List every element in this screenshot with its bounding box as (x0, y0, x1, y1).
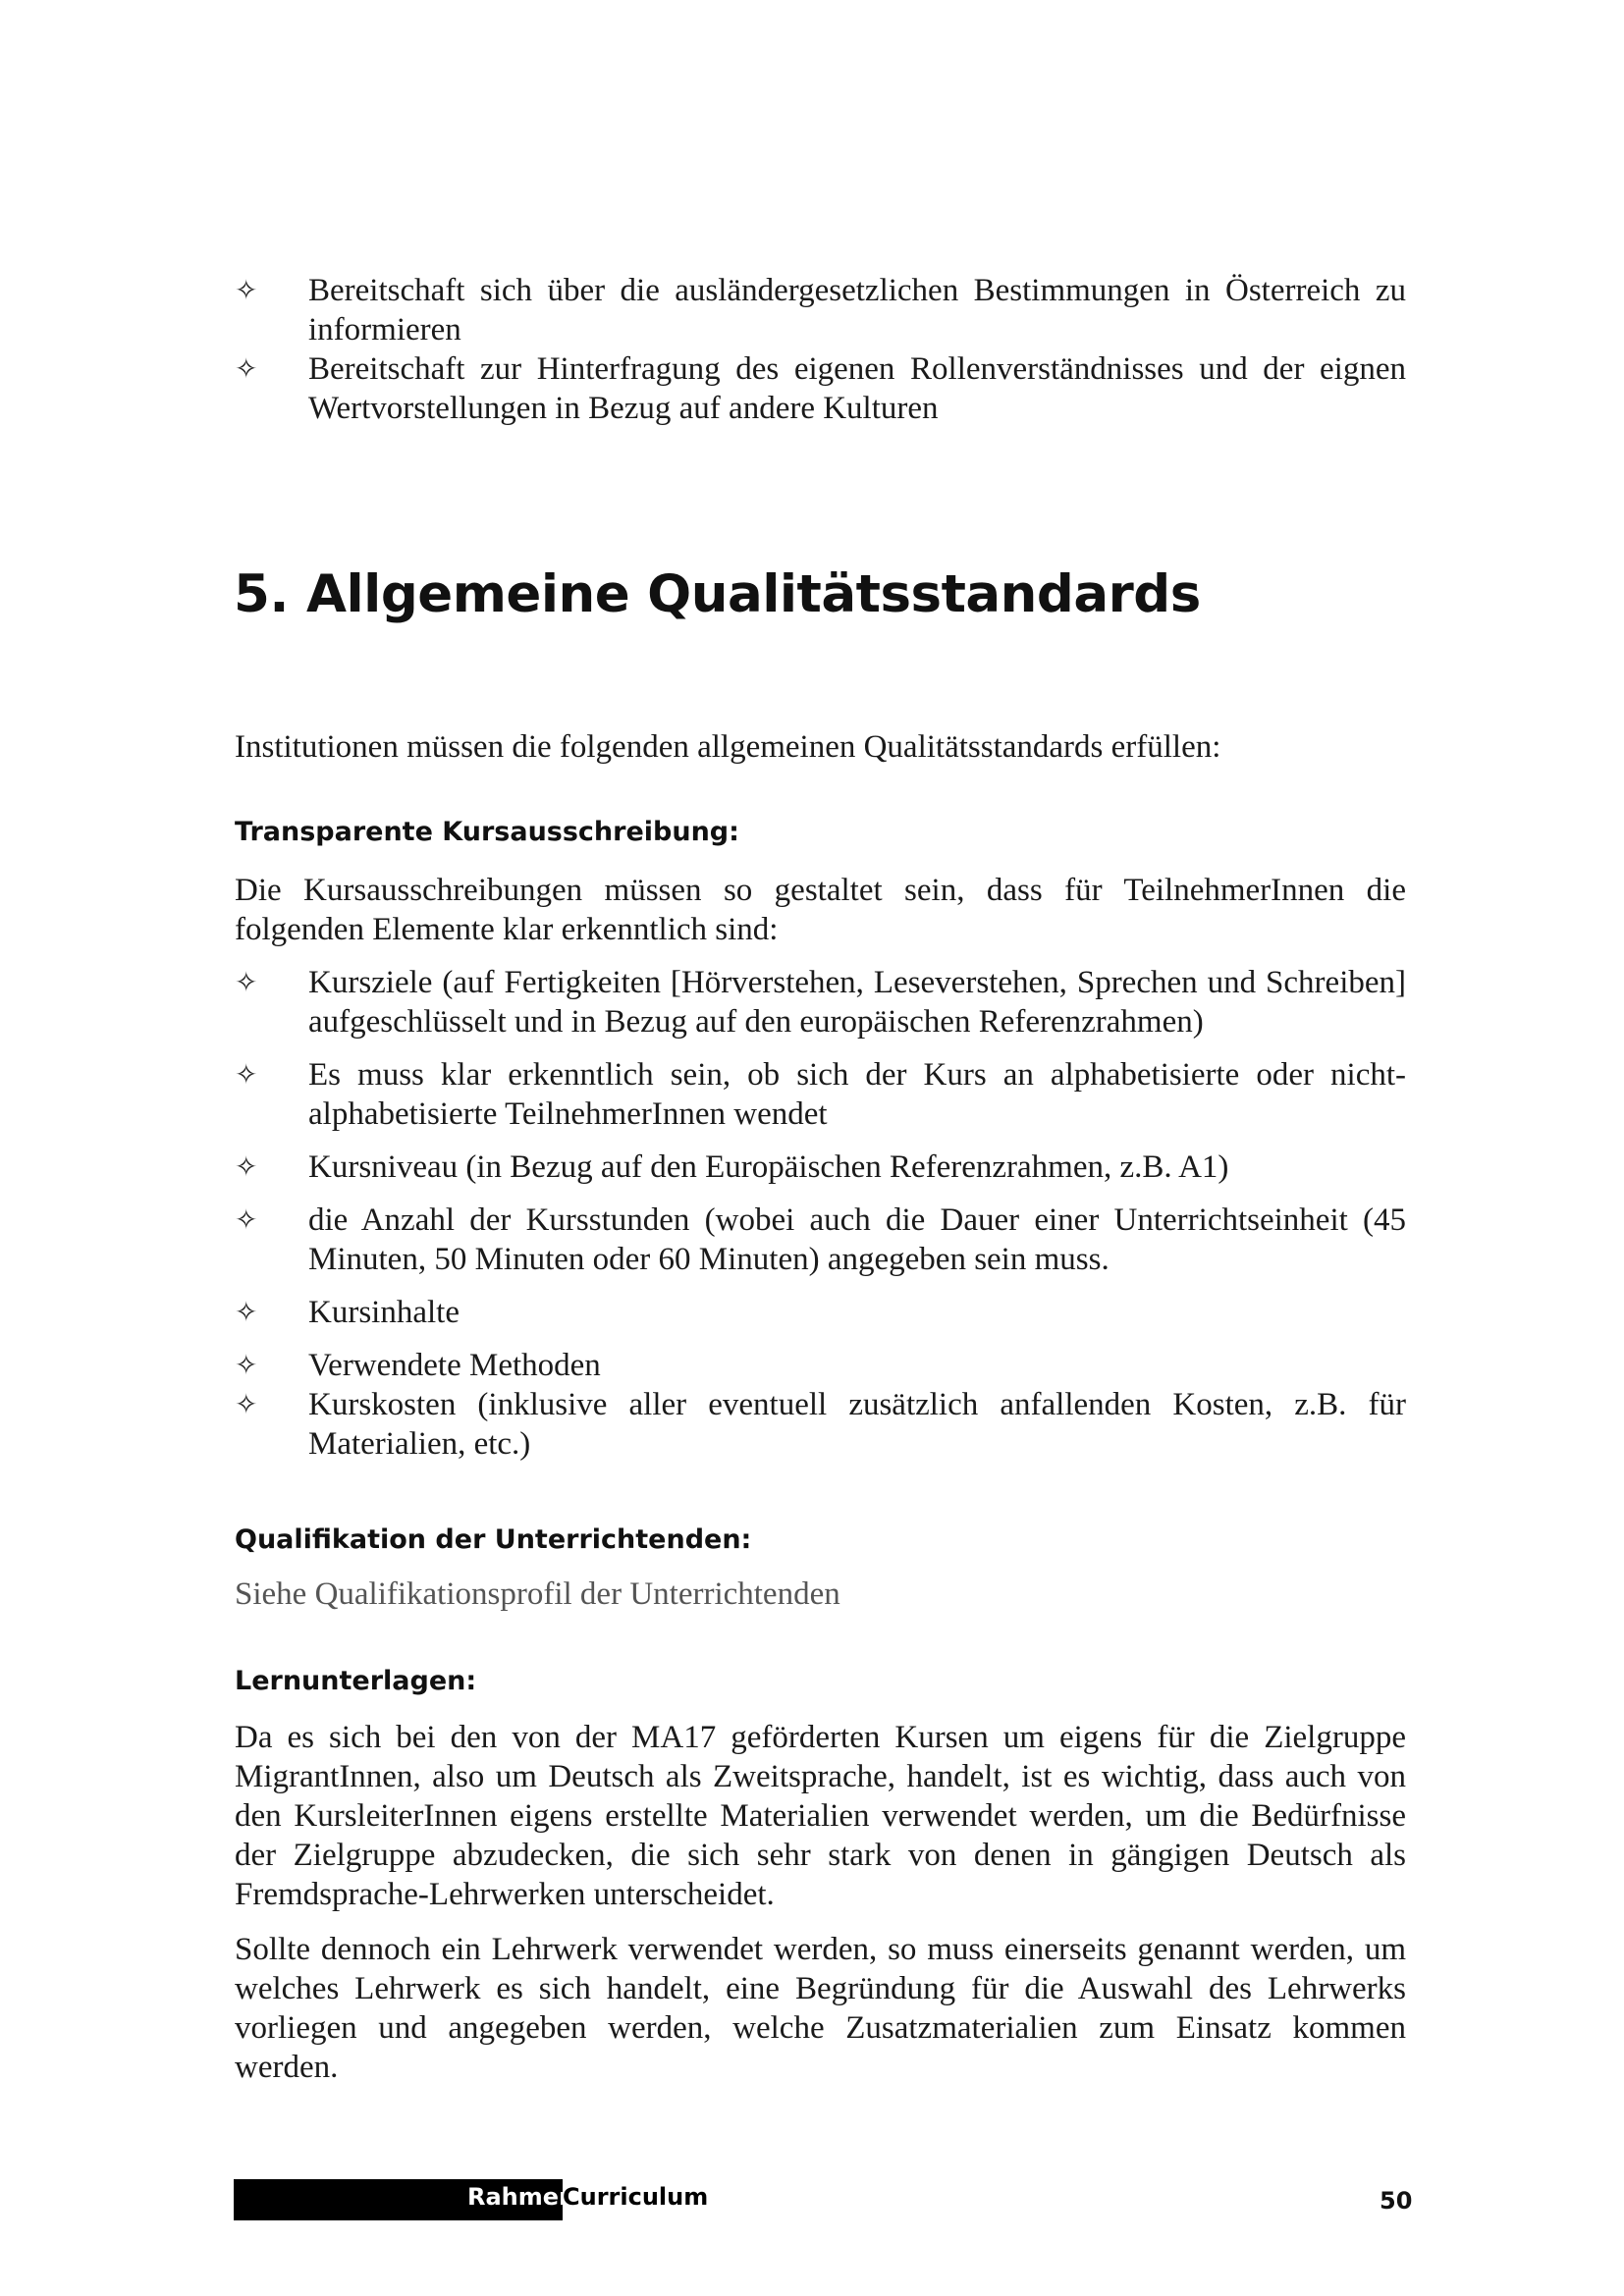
section-title: 5. Allgemeine Qualitätsstandards (234, 564, 1201, 624)
list-item: ✧ Kursinhalte (235, 1295, 460, 1330)
four-point-star-icon: ✧ (235, 352, 258, 385)
list-item: ✧ Verwendete Methoden (235, 1348, 601, 1383)
kursausschreibung-section: Die Kursausschreibungen müssen so gestaltet sein, dass für TeilnehmerInnen die folgenden Elemente klar erkenntlich sind: ✧ Kursziele (auf Fertigkeiten [Hörverstehen, Leseverstehen, Sprechen und Schreiben] aufgeschlüsselt und in Bezug auf den europäischen Referenzrahmen) ✧ Es muss klar erkenntlich sein, ob sich der Kurs an alphabetisierte oder nicht-alphabetisierte TeilnehmerInnen wendet ✧ Kursniveau (in Bezug auf den Europäischen Referenzrahmen, z.B. A1) ✧ die Anzahl der Kursstunden (wobei auch die Dauer einer Unterrichtseinheit (45 Minuten, 50 Minuten oder 60 Minuten) angegeben sein muss. ✧ Kursinhalte ✧ Verwendete Methoden ✧ Kurskosten (inklusive aller eventuell zusätzlich anfallenden Kosten, z.B. für Materialien, etc.) (235, 873, 1406, 1462)
page-number: 50 (1380, 2187, 1413, 2215)
four-point-star-icon: ✧ (235, 1296, 258, 1328)
subheading-lernunterlagen: Lernunterlagen: (235, 1666, 477, 1696)
four-point-star-icon: ✧ (235, 274, 258, 306)
list-item: ✧ Es muss klar erkenntlich sein, ob sich der Kurs an alphabetisierte oder nicht-alphabetisierte TeilnehmerInnen wendet (235, 1057, 1406, 1132)
list-item: ✧ Bereitschaft zur Hinterfragung des eigenen Rollenverständnisses und der eignen Wertvorstellungen in Bezug auf andere Kulturen (235, 351, 1406, 426)
four-point-star-icon: ✧ (235, 1058, 258, 1091)
list-item: ✧ die Anzahl der Kursstunden (wobei auch die Dauer einer Unterrichtseinheit (45 Minuten, 50 Minuten oder 60 Minuten) angegeben sein muss. (235, 1202, 1406, 1277)
subheading-kursausschreibung: Transparente Kursausschreibung: (235, 817, 739, 847)
footer-brand-curriculum: Curriculum (563, 2183, 709, 2211)
lernunterlagen-paragraph-1: Da es sich bei den von der MA17 geförderten Kursen um eigens für die Zielgruppe MigrantInnen, also um Deutsch als Zweitsprache, handelt, ist es wichtig, dass auch von den KursleiterInnen eigens erstellte Materialien verwendet werden, um die Bedürfnisse der Zielgruppe abzudecken, die sich sehr stark von denen in gängigen Deutsch als Fremdsprache-Lehrwerken unterscheidet. (235, 1720, 1406, 1912)
kursausschreibung-list (235, 963, 1406, 1464)
subheading-qualifikation: Qualifikation der Unterrichtenden: (235, 1524, 752, 1555)
list-item: ✧ Kurskosten (inklusive aller eventuell zusätzlich anfallenden Kosten, z.B. für Materialien, etc.) (235, 1387, 1406, 1462)
list-item: ✧ Kursziele (auf Fertigkeiten [Hörverstehen, Leseverstehen, Sprechen und Schreiben] aufgeschlüsselt und in Bezug auf den europäischen Referenzrahmen) (235, 965, 1406, 1040)
top-bullet-list (235, 271, 1406, 428)
four-point-star-icon: ✧ (235, 1388, 258, 1420)
qualifikation-text: Siehe Qualifikationsprofil der Unterrichtenden (235, 1576, 840, 1612)
four-point-star-icon: ✧ (235, 1150, 258, 1183)
four-point-star-icon: ✧ (235, 1349, 258, 1381)
four-point-star-icon: ✧ (235, 1203, 258, 1236)
list-item: ✧ Kursniveau (in Bezug auf den Europäischen Referenzrahmen, z.B. A1) (235, 1149, 1229, 1185)
four-point-star-icon: ✧ (235, 966, 258, 998)
list-item: ✧ Bereitschaft sich über die ausländergesetzlichen Bestimmungen in Österreich zu informieren (235, 273, 1406, 347)
section-intro: Institutionen müssen die folgenden allgemeinen Qualitätsstandards erfüllen: (235, 729, 1221, 765)
lernunterlagen-section (235, 1718, 1406, 2087)
footer-brand-rahmen: Rahmen (467, 2183, 576, 2211)
lernunterlagen-paragraph-2: Sollte dennoch ein Lehrwerk verwendet werden, so muss einerseits genannt werden, um welches Lehrwerk es sich handelt, eine Begründung für die Auswahl des Lehrwerks vorliegen und angegeben werden, welche Zusatzmaterialien zum Einsatz kommen werden. (235, 1932, 1406, 2085)
